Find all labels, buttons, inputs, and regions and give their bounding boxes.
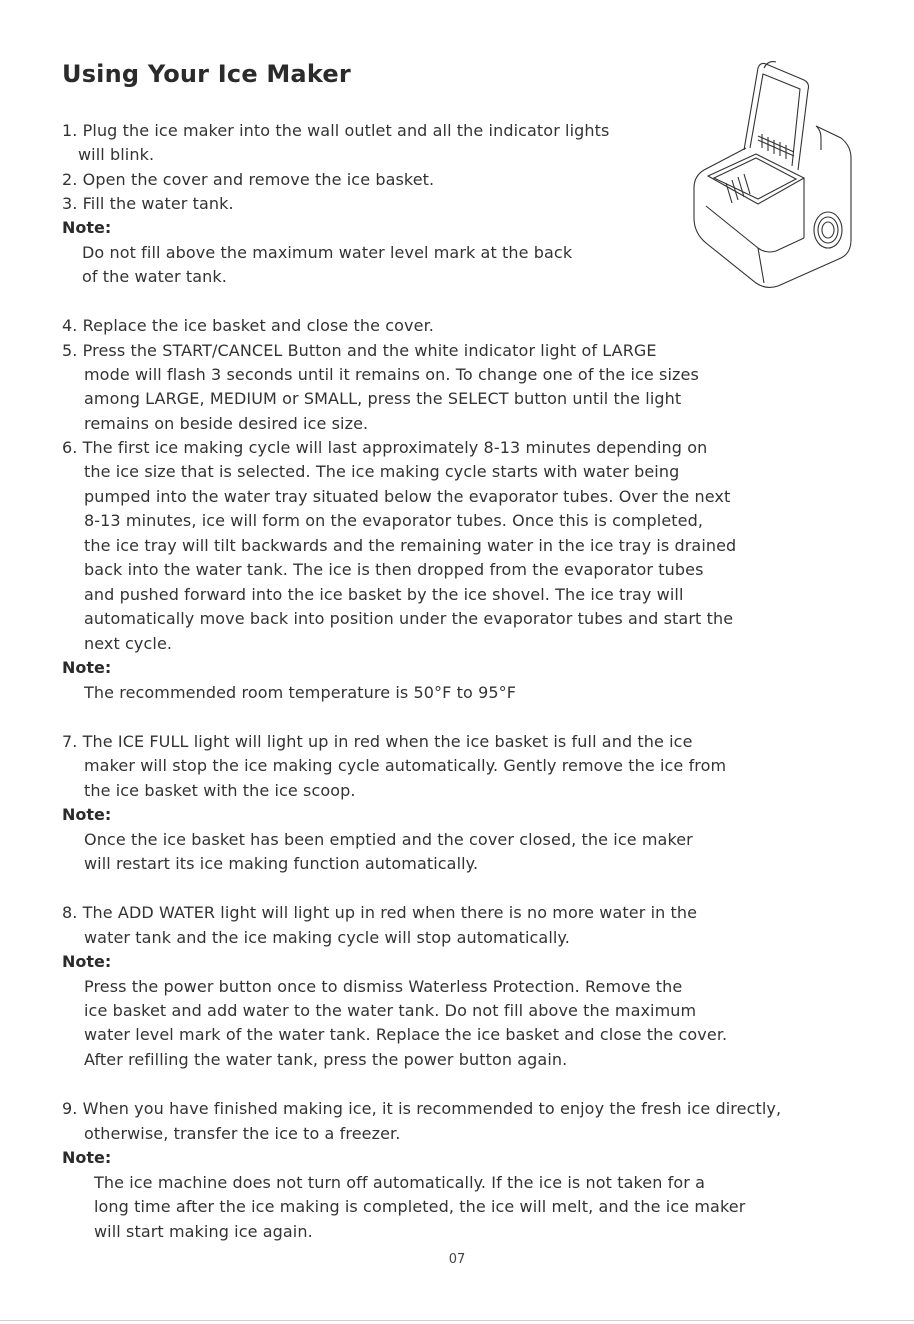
note-label: Note: — [62, 658, 112, 677]
note-4-line-3: water level mark of the water tank. Replace the ice basket and close the cover. — [84, 1025, 728, 1044]
step-6-line-5: the ice tray will tilt backwards and the remaining water in the ice tray is drained — [84, 536, 737, 555]
note-4-line-4: After refilling the water tank, press the power button again. — [84, 1050, 568, 1069]
note-3-line-1: Once the ice basket has been emptied and the cover closed, the ice maker — [84, 830, 693, 849]
note-4-line-1: Press the power button once to dismiss Waterless Protection. Remove the — [84, 977, 683, 996]
step-6-line-4: 8-13 minutes, ice will form on the evaporator tubes. Once this is completed, — [84, 511, 704, 530]
step-6-line-1: 6. The first ice making cycle will last approximately 8-13 minutes depending on — [62, 438, 708, 457]
note-5-line-2: long time after the ice making is completed, the ice will melt, and the ice maker — [94, 1197, 746, 1216]
note-5-line-1: The ice machine does not turn off automatically. If the ice is not taken for a — [94, 1173, 706, 1192]
note-4-line-2: ice basket and add water to the water tank. Do not fill above the maximum — [84, 1001, 697, 1020]
step-5-line-3: among LARGE, MEDIUM or SMALL, press the SELECT button until the light — [84, 389, 682, 408]
step-6-line-7: and pushed forward into the ice basket by the ice shovel. The ice tray will — [84, 585, 684, 604]
step-8-line-1: 8. The ADD WATER light will light up in red when there is no more water in the — [62, 903, 698, 922]
step-5-line-1: 5. Press the START/CANCEL Button and the white indicator light of LARGE — [62, 341, 657, 360]
note-5-line-3: will start making ice again. — [94, 1222, 313, 1241]
step-7-line-3: the ice basket with the ice scoop. — [84, 781, 356, 800]
step-7-line-1: 7. The ICE FULL light will light up in red when the ice basket is full and the ice — [62, 732, 693, 751]
note-label: Note: — [62, 805, 112, 824]
note-label: Note: — [62, 218, 112, 237]
step-6-line-8: automatically move back into position under the evaporator tubes and start the — [84, 609, 734, 628]
step-6-line-6: back into the water tank. The ice is then dropped from the evaporator tubes — [84, 560, 704, 579]
step-7-line-2: maker will stop the ice making cycle automatically. Gently remove the ice from — [84, 756, 727, 775]
step-9-line-2: otherwise, transfer the ice to a freezer. — [84, 1124, 401, 1143]
step-8-line-2: water tank and the ice making cycle will stop automatically. — [84, 928, 570, 947]
footer-divider — [0, 1320, 914, 1321]
step-3: 3. Fill the water tank. — [62, 194, 234, 213]
step-6-line-9: next cycle. — [84, 634, 173, 653]
note-2: The recommended room temperature is 50°F to 95°F — [84, 683, 517, 702]
note-label: Note: — [62, 1148, 112, 1167]
page-title: Using Your Ice Maker — [62, 60, 351, 88]
step-2: 2. Open the cover and remove the ice basket. — [62, 170, 435, 189]
ice-maker-illustration — [686, 58, 856, 298]
step-6-line-2: the ice size that is selected. The ice making cycle starts with water being — [84, 462, 680, 481]
step-1-line-2: will blink. — [78, 145, 155, 164]
note-label: Note: — [62, 952, 112, 971]
note-1-line-2: of the water tank. — [82, 267, 227, 286]
step-5-line-4: remains on beside desired ice size. — [84, 414, 369, 433]
step-4: 4. Replace the ice basket and close the cover. — [62, 316, 434, 335]
note-1-line-1: Do not fill above the maximum water level mark at the back — [82, 243, 573, 262]
page-number: 07 — [448, 1252, 466, 1267]
step-1-line-1: 1. Plug the ice maker into the wall outlet and all the indicator lights — [62, 121, 610, 140]
note-3-line-2: will restart its ice making function automatically. — [84, 854, 479, 873]
step-9-line-1: 9. When you have finished making ice, it is recommended to enjoy the fresh ice directly, — [62, 1099, 782, 1118]
step-6-line-3: pumped into the water tray situated below the evaporator tubes. Over the next — [84, 487, 731, 506]
step-5-line-2: mode will flash 3 seconds until it remains on. To change one of the ice sizes — [84, 365, 699, 384]
